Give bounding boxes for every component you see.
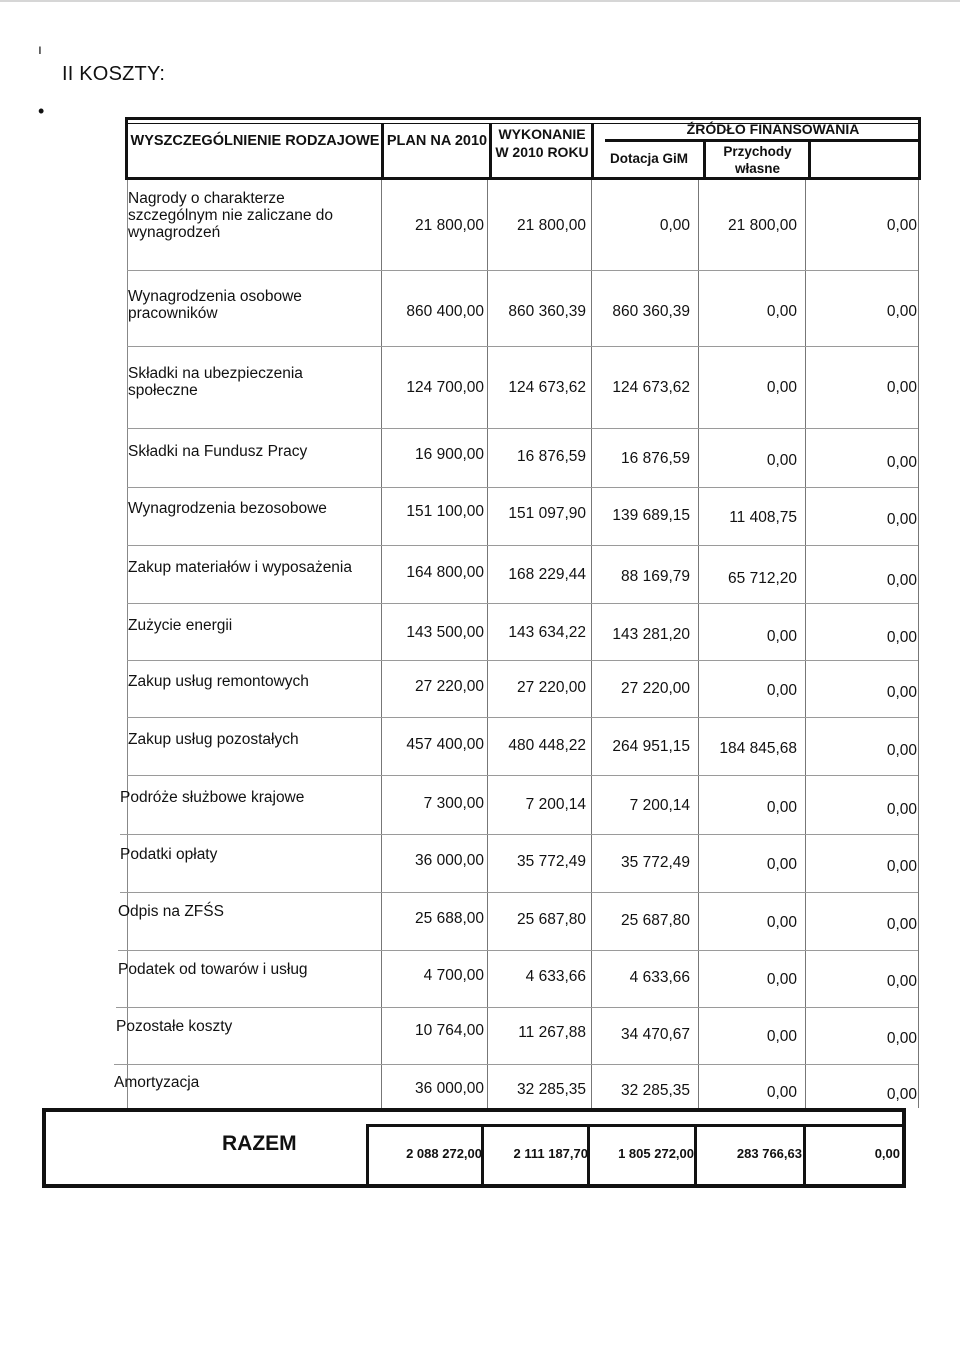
cell-inne: 0,00 <box>886 629 917 646</box>
cell-inne: 0,00 <box>886 1086 917 1103</box>
cell-wykonanie: 143 634,22 <box>508 624 586 641</box>
cell-plan: 16 900,00 <box>415 446 484 463</box>
cell-plan: 7 300,00 <box>423 795 484 812</box>
cell-wykonanie: 7 200,14 <box>525 796 586 813</box>
bullet-mark: • <box>38 101 45 121</box>
header-przychody-2: własne <box>734 161 781 176</box>
row-name: Składki na Fundusz Pracy <box>128 443 308 460</box>
cell-dotacja: 32 285,35 <box>621 1082 690 1099</box>
cell-inne: 0,00 <box>886 217 917 234</box>
cell-inne: 0,00 <box>886 511 917 528</box>
header-wykonanie-2: W 2010 ROKU <box>495 144 589 160</box>
row-name: Zużycie energii <box>128 617 233 634</box>
cell-dotacja: 264 951,15 <box>612 738 690 755</box>
cell-plan: 10 764,00 <box>415 1022 484 1039</box>
cell-przychody: 21 800,00 <box>728 217 797 234</box>
cell-dotacja: 124 673,62 <box>612 379 690 396</box>
total-inne: 0,00 <box>874 1146 900 1161</box>
cell-plan: 27 220,00 <box>415 678 484 695</box>
cell-dotacja: 7 200,14 <box>629 797 690 814</box>
header-dotacja: Dotacja GiM <box>609 151 688 166</box>
cell-wykonanie: 32 285,35 <box>517 1081 586 1098</box>
cell-przychody: 0,00 <box>766 303 797 320</box>
cell-inne: 0,00 <box>886 572 917 589</box>
row-name: Zakup materiałów i wyposażenia <box>128 559 352 576</box>
cell-plan: 860 400,00 <box>406 303 484 320</box>
cell-wykonanie: 35 772,49 <box>517 853 586 870</box>
top-rule <box>0 0 960 2</box>
cell-plan: 4 700,00 <box>423 967 484 984</box>
header-wykonanie-1: WYKONANIE <box>498 126 586 142</box>
total-label: RAZEM <box>222 1132 297 1155</box>
cell-plan: 25 688,00 <box>415 910 484 927</box>
cell-inne: 0,00 <box>886 916 917 933</box>
cell-przychody: 0,00 <box>766 682 797 699</box>
row-name: Nagrody o charakterze szczególnym nie zaliczane do wynagrodzeń <box>128 190 334 241</box>
cell-plan: 36 000,00 <box>415 852 484 869</box>
cell-plan: 457 400,00 <box>406 736 484 753</box>
cell-inne: 0,00 <box>886 379 917 396</box>
cell-wykonanie: 151 097,90 <box>508 505 586 522</box>
cell-inne: 0,00 <box>886 801 917 818</box>
cell-przychody: 0,00 <box>766 379 797 396</box>
total-przychody: 283 766,63 <box>736 1146 802 1161</box>
cell-inne: 0,00 <box>886 454 917 471</box>
cell-dotacja: 16 876,59 <box>621 450 690 467</box>
cell-inne: 0,00 <box>886 684 917 701</box>
cell-dotacja: 35 772,49 <box>621 854 690 871</box>
cell-dotacja: 4 633,66 <box>629 969 690 986</box>
total-row <box>42 1108 906 1188</box>
cell-wykonanie: 4 633,66 <box>525 968 586 985</box>
cell-wykonanie: 168 229,44 <box>508 566 586 583</box>
cell-inne: 0,00 <box>886 973 917 990</box>
cell-inne: 0,00 <box>886 858 917 875</box>
cell-przychody: 0,00 <box>766 914 797 931</box>
header-zrodlo: ŹRÓDŁO FINANSOWANIA <box>686 121 860 137</box>
cell-plan: 36 000,00 <box>415 1080 484 1097</box>
cell-przychody: 0,00 <box>766 1084 797 1101</box>
header-plan: PLAN NA 2010 <box>386 133 488 149</box>
row-name: Wynagrodzenia bezosobowe <box>128 500 327 517</box>
cell-przychody: 0,00 <box>766 799 797 816</box>
row-name: Podatki opłaty <box>120 846 218 863</box>
cell-przychody: 0,00 <box>766 628 797 645</box>
bullet-mark: ı <box>38 41 42 57</box>
total-wykonanie: 2 111 187,70 <box>513 1146 588 1161</box>
cell-inne: 0,00 <box>886 742 917 759</box>
cell-dotacja: 88 169,79 <box>621 568 690 585</box>
cell-dotacja: 860 360,39 <box>612 303 690 320</box>
cell-plan: 151 100,00 <box>406 503 484 520</box>
cell-wykonanie: 480 448,22 <box>508 737 586 754</box>
cell-wykonanie: 860 360,39 <box>508 303 586 320</box>
cell-dotacja: 34 470,67 <box>621 1026 690 1043</box>
cell-dotacja: 0,00 <box>659 217 690 234</box>
row-name: Amortyzacja <box>114 1074 200 1091</box>
cell-przychody: 0,00 <box>766 971 797 988</box>
row-name: Wynagrodzenia osobowe pracowników <box>128 288 302 322</box>
cell-przychody: 0,00 <box>766 856 797 873</box>
row-name: Zakup usług remontowych <box>128 673 309 690</box>
row-name: Podróże służbowe krajowe <box>120 789 305 806</box>
row-name: Zakup usług pozostałych <box>128 731 299 748</box>
cell-przychody: 0,00 <box>766 452 797 469</box>
cell-wykonanie: 21 800,00 <box>517 217 586 234</box>
cell-dotacja: 143 281,20 <box>612 626 690 643</box>
cell-dotacja: 27 220,00 <box>621 680 690 697</box>
table-header <box>125 117 921 180</box>
total-plan: 2 088 272,00 <box>406 1146 482 1161</box>
cell-przychody: 11 408,75 <box>729 509 797 526</box>
row-name: Podatek od towarów i usług <box>118 961 308 978</box>
cell-przychody: 65 712,20 <box>728 570 797 587</box>
cell-wykonanie: 25 687,80 <box>517 911 586 928</box>
row-name: Pozostałe koszty <box>116 1018 233 1035</box>
cell-plan: 124 700,00 <box>406 379 484 396</box>
cell-plan: 164 800,00 <box>406 564 484 581</box>
cell-wykonanie: 16 876,59 <box>517 448 586 465</box>
cell-plan: 21 800,00 <box>415 217 484 234</box>
row-name: Odpis na ZFŚS <box>118 903 224 920</box>
cell-plan: 143 500,00 <box>406 624 484 641</box>
cell-inne: 0,00 <box>886 1030 917 1047</box>
cell-dotacja: 25 687,80 <box>621 912 690 929</box>
cell-wykonanie: 11 267,88 <box>518 1024 586 1041</box>
total-dotacja: 1 805 272,00 <box>618 1146 694 1161</box>
cell-przychody: 184 845,68 <box>719 740 797 757</box>
cell-dotacja: 139 689,15 <box>612 507 690 524</box>
section-title: II KOSZTY: <box>62 63 166 85</box>
cell-wykonanie: 27 220,00 <box>517 679 586 696</box>
row-name: Składki na ubezpieczenia społeczne <box>128 365 303 399</box>
cell-przychody: 0,00 <box>766 1028 797 1045</box>
cell-wykonanie: 124 673,62 <box>508 379 586 396</box>
header-przychody-1: Przychody <box>723 144 792 159</box>
cell-inne: 0,00 <box>886 303 917 320</box>
header-name: WYSZCZEGÓLNIENIE RODZAJOWE <box>130 133 380 149</box>
